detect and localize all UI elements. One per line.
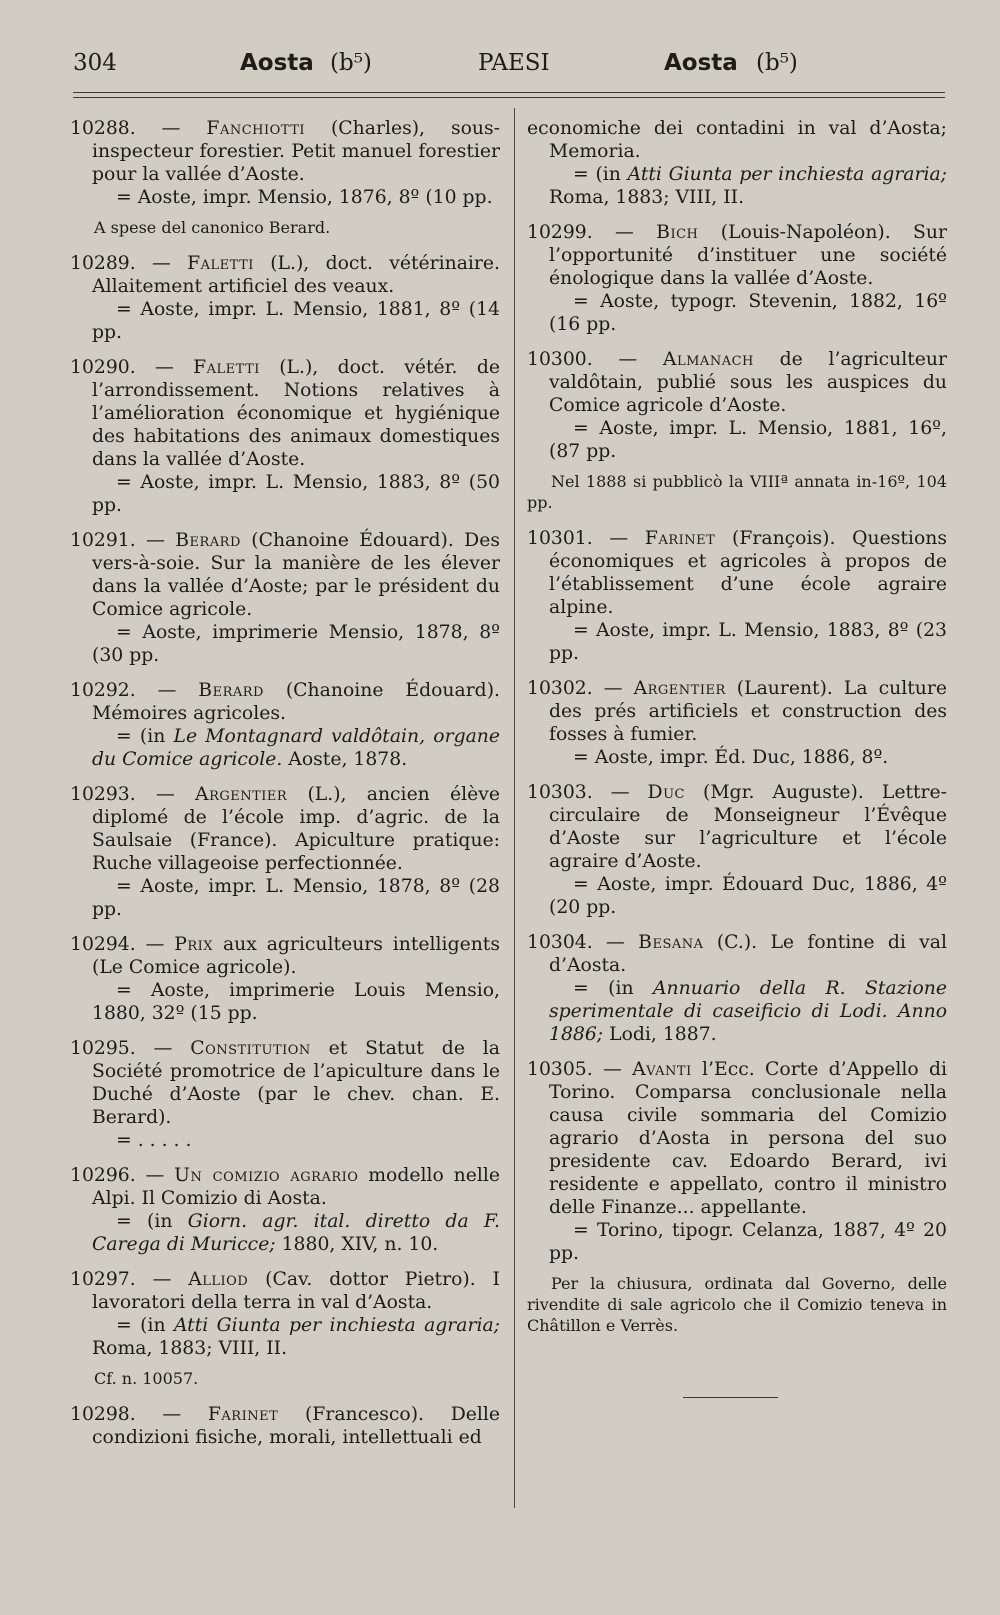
entry-publication <box>527 873 947 919</box>
header-right-title: Aosta <box>664 50 738 76</box>
entry-publication <box>527 619 947 665</box>
entry-number: 10289. <box>70 253 136 274</box>
publication-info: = Aoste, impr. L. Mensio, 1883, 8º (50 pp. <box>92 472 500 516</box>
entry-author: Argentier <box>195 784 288 805</box>
publication-info: = Aoste, imprimerie Louis Mensio, 1880, 32º (15 pp. <box>92 980 500 1024</box>
entry-number: 10296. <box>70 1165 136 1186</box>
publication-suffix: Aoste, 1878. <box>282 749 408 770</box>
entry-publication <box>70 979 500 1025</box>
entry-text: (Mgr. Auguste). Lettre-circulaire de Monseigneur l’Évêque d’Aoste sur l’agriculture et l’école agraire d’Aoste. <box>549 782 947 872</box>
entry-author: Berard <box>175 530 241 551</box>
entry-author: Farinet <box>644 528 716 549</box>
entry-text: (L.), doct. vétérinaire. Allaitement artificiel des veaux. <box>92 253 500 297</box>
header-rule-bottom <box>73 97 945 98</box>
publication-source: Annuario della R. Stazione sperimentale di caseificio di Lodi. Anno 1886; <box>549 978 947 1045</box>
entry-publication <box>527 1219 947 1265</box>
entry-author: Farinet <box>207 1404 279 1425</box>
publication-source: Atti Giunta per inchiesta agraria; <box>627 164 948 185</box>
entry-title: 10300. — Almanach de l’agriculteur valdôtain, publié sous les auspices du Comice agricole d’Aoste. <box>527 349 947 416</box>
bibliography-entry <box>70 356 500 517</box>
entry-title: 10289. — Faletti (L.), doct. vétérinaire. Allaitement artificiel des veaux. <box>70 253 500 297</box>
entry-title: 10295. — Constitution et Statut de la Société promotrice de l’apiculture dans le Duché d’Aoste (par le chev. chan. E. Berard). <box>70 1038 500 1128</box>
bibliography-entry <box>70 117 500 209</box>
entry-text: l’Ecc. Corte d’Appello di Torino. Comparsa conclusionale nella causa civile sommaria del Comizio agrario d’Aosta in persona del suo presidente cav. Edoardo Berard, ivi residente e appellato, contro il ministro delle Finanze... appellante. <box>549 1059 947 1218</box>
entry-author: Avanti <box>632 1059 692 1080</box>
entry-author: Fanchiotti <box>206 118 306 139</box>
entry-number: 10288. <box>70 118 136 139</box>
entry-text: (Louis-Napoléon). Sur l’opportunité d’instituer une société énologique dans la vallée d’Aoste. <box>549 222 947 289</box>
header-rule-top <box>73 92 945 93</box>
header-left-title: Aosta <box>240 50 314 76</box>
entry-text: (L.), ancien élève diplomé de l’école imp. d’agric. de la Saulsaie (France). Apiculture pratique: Ruche villageoise perfectionnée. <box>92 784 500 874</box>
entry-publication <box>70 1314 500 1360</box>
header-center-title: PAESI <box>478 50 550 76</box>
page-number: 304 <box>73 50 117 76</box>
entry-title: 10288. — Fanchiotti (Charles), sous-inspecteur forestier. Petit manuel forestier pour la vallée d’Aoste. <box>70 118 500 185</box>
end-rule <box>683 1397 778 1398</box>
header-left-subtitle: (b⁵) <box>330 50 372 76</box>
entry-note: A spese del canonico Berard. <box>94 218 331 237</box>
publication-info: = Torino, tipogr. Celanza, 1887, 4º 20 pp. <box>549 1220 947 1264</box>
entry-author: Besana <box>638 932 704 953</box>
bibliography-entry <box>527 348 947 463</box>
entry-author: Faletti <box>187 253 254 274</box>
entry-number: 10294. <box>70 934 136 955</box>
entry-number: 10299. <box>527 222 593 243</box>
entry-title: 10291. — Berard (Chanoine Édouard). Des vers-à-soie. Sur la manière de les élever dans la vallée d’Aoste; par le président du Comice agricole. <box>70 530 500 620</box>
entry-title: 10298. — Farinet (Francesco). Delle condizioni fisiche, morali, intellettuali ed <box>70 1404 500 1448</box>
column-divider <box>514 108 515 1508</box>
bibliography-entry <box>70 1268 500 1360</box>
entry-note: Nel 1888 si pubblicò la VIIIª annata in-16º, 104 pp. <box>527 472 947 512</box>
publication-info: = . . . . . <box>116 1130 192 1151</box>
right-column <box>527 117 947 1350</box>
entry-number: 10290. <box>70 357 136 378</box>
publication-info: = Aoste, typogr. Stevenin, 1882, 16º (16 pp. <box>549 291 947 335</box>
entry-author: Prix <box>174 934 214 955</box>
entry-number: 10302. <box>527 678 593 699</box>
bibliography-entry <box>70 679 500 771</box>
bibliography-entry <box>70 933 500 1025</box>
running-header <box>0 50 1000 90</box>
entry-text: et Statut de la Société promotrice de l’apiculture dans le Duché d’Aoste (par le chev. chan. E. Berard). <box>92 1038 500 1128</box>
entry-number: 10298. <box>70 1404 136 1425</box>
entry-title: 10305. — Avanti l’Ecc. Corte d’Appello di Torino. Comparsa conclusionale nella causa civile sommaria del Comizio agrario d’Aosta in persona del suo presidente cav. Edoardo Berard, ivi residente e appellato, contro il ministro delle Finanze... appellante. <box>527 1059 947 1218</box>
publication-source: Giorn. agr. ital. diretto da F. Carega di Muricce; <box>92 1211 500 1255</box>
publication-suffix: 1880, XIV, n. 10. <box>275 1234 439 1255</box>
entry-text: (Cav. dottor Pietro). I lavoratori della terra in val d’Aosta. <box>92 1269 500 1313</box>
publication-info: = Aoste, imprimerie Mensio, 1878, 8º (30 pp. <box>92 622 500 666</box>
entry-number: 10297. <box>70 1269 136 1290</box>
entry-author: Faletti <box>193 357 260 378</box>
left-column <box>70 117 500 1461</box>
bibliography-entry <box>527 221 947 336</box>
entry-title: 10294. — Prix aux agriculteurs intelligents (Le Comice agricole). <box>70 934 500 978</box>
entry-text: (Chanoine Édouard). Des vers-à-soie. Sur la manière de les élever dans la vallée d’Aoste; par le président du Comice agricole. <box>92 530 500 620</box>
entry-publication <box>527 290 947 336</box>
publication-suffix: Roma, 1883; VIII, II. <box>549 187 745 208</box>
bibliography-entry <box>527 1058 947 1265</box>
entry-title: 10304. — Besana (C.). Le fontine di val d’Aosta. <box>527 932 947 976</box>
entry-title: 10293. — Argentier (L.), ancien élève diplomé de l’école imp. d’agric. de la Saulsaie (France). Apiculture pratique: Ruche villageoise perfectionnée. <box>70 784 500 874</box>
bibliography-entry <box>527 677 947 769</box>
entry-number: 10304. <box>527 932 593 953</box>
publication-prefix: = (in <box>573 164 628 185</box>
entry-title: 10292. — Berard (Chanoine Édouard). Mémoires agricoles. <box>70 680 500 724</box>
entry-title: 10299. — Bich (Louis-Napoléon). Sur l’opportunité d’instituer une société énologique dans la vallée d’Aoste. <box>527 222 947 289</box>
entry-title: 10303. — Duc (Mgr. Auguste). Lettre-circulaire de Monseigneur l’Évêque d’Aoste sur l’agriculture et l’école agraire d’Aoste. <box>527 782 947 872</box>
publication-prefix: = (in <box>116 726 174 747</box>
entry-title: 10297. — Alliod (Cav. dottor Pietro). I lavoratori della terra in val d’Aosta. <box>70 1269 500 1313</box>
publication-source: Atti Giunta per inchiesta agraria; <box>173 1315 500 1336</box>
publication-info: = Aoste, impr. L. Mensio, 1883, 8º (23 pp. <box>549 620 947 664</box>
publication-info: = Aoste, impr. Mensio, 1876, 8º (10 pp. <box>116 187 493 208</box>
entry-text: (C.). Le fontine di val d’Aosta. <box>549 932 947 976</box>
entry-number: 10300. <box>527 349 593 370</box>
entry-author: Argentier <box>633 678 726 699</box>
entry-author: Un comizio agrario <box>174 1165 359 1186</box>
entry-author: Bich <box>656 222 699 243</box>
bibliography-entry <box>70 529 500 667</box>
entry-note: Per la chiusura, ordinata dal Governo, delle rivendite di sale agricolo che il Comizio teneva in Châtillon e Verrès. <box>527 1274 947 1335</box>
publication-suffix: Roma, 1883; VIII, II. <box>92 1338 288 1359</box>
entry-number: 10305. <box>527 1059 593 1080</box>
bibliography-entry <box>527 781 947 919</box>
publication-prefix: = (in <box>116 1315 174 1336</box>
publication-info: = Aoste, impr. Édouard Duc, 1886, 4º (20 pp. <box>549 874 947 918</box>
entry-title <box>527 117 947 163</box>
bibliography-entry <box>527 527 947 665</box>
entry-author: Almanach <box>662 349 754 370</box>
publication-info: = Aoste, impr. L. Mensio, 1881, 16º, (87 pp. <box>549 418 947 462</box>
publication-info: = Aoste, impr. L. Mensio, 1878, 8º (28 pp. <box>92 876 500 920</box>
bibliography-entry <box>527 117 947 209</box>
publication-prefix: = (in <box>116 1211 188 1232</box>
entry-text: modello nelle Alpi. Il Comizio di Aosta. <box>92 1165 500 1209</box>
entry-text: (Laurent). La culture des prés artificiels et construction des fosses à fumier. <box>549 678 947 745</box>
entry-publication <box>70 1210 500 1256</box>
entry-continuation: economiche dei contadini in val d’Aosta; Memoria. <box>527 118 947 162</box>
entry-author: Alliod <box>188 1269 249 1290</box>
entry-number: 10293. <box>70 784 136 805</box>
entry-publication <box>70 875 500 921</box>
entry-author: Berard <box>198 680 264 701</box>
entry-text: aux agriculteurs intelligents (Le Comice agricole). <box>92 934 500 978</box>
entry-title: 10301. — Farinet (François). Questions économiques et agricoles à propos de l’établissement d’une école agraire alpine. <box>527 528 947 618</box>
entry-publication <box>527 417 947 463</box>
entry-text: (L.), doct. vétér. de l’arrondissement. Notions relatives à l’amélioration économique et hygiénique des habitations des animaux domestiques dans la vallée d’Aoste. <box>92 357 500 470</box>
entry-title: 10290. — Faletti (L.), doct. vétér. de l’arrondissement. Notions relatives à l’amélioration économique et hygiénique des habitations des animaux domestiques dans la vallée d’Aoste. <box>70 357 500 470</box>
entry-text: (Charles), sous-inspecteur forestier. Petit manuel forestier pour la vallée d’Aoste. <box>92 118 500 185</box>
entry-publication <box>527 746 947 769</box>
bibliography-entry <box>70 1403 500 1449</box>
entry-number: 10295. <box>70 1038 136 1059</box>
publication-prefix: = (in <box>573 978 653 999</box>
entry-text: de l’agriculteur valdôtain, publié sous les auspices du Comice agricole d’Aoste. <box>549 349 947 416</box>
entry-text: (François). Questions économiques et agricoles à propos de l’établissement d’une école agraire alpine. <box>549 528 947 618</box>
entry-number: 10292. <box>70 680 136 701</box>
entry-publication <box>70 725 500 771</box>
bibliography-entry <box>70 1164 500 1256</box>
publication-info: = Aoste, impr. Éd. Duc, 1886, 8º. <box>573 747 889 768</box>
entry-publication <box>70 621 500 667</box>
entry-number: 10301. <box>527 528 593 549</box>
entry-note: Cf. n. 10057. <box>94 1369 199 1388</box>
entry-publication <box>70 298 500 344</box>
entry-text: (Chanoine Édouard). Mémoires agricoles. <box>92 680 500 724</box>
entry-text: (Francesco). Delle condizioni fisiche, morali, intellettuali ed <box>92 1404 500 1448</box>
publication-source: Le Montagnard valdôtain, organe du Comice agricole. <box>92 726 500 770</box>
bibliography-entry <box>70 1037 500 1152</box>
entry-number: 10303. <box>527 782 593 803</box>
entry-publication <box>527 163 947 209</box>
entry-title: 10302. — Argentier (Laurent). La culture des prés artificiels et construction des fosses à fumier. <box>527 678 947 745</box>
entry-publication <box>70 186 500 209</box>
header-right-subtitle: (b⁵) <box>756 50 798 76</box>
publication-info: = Aoste, impr. L. Mensio, 1881, 8º (14 pp. <box>92 299 500 343</box>
bibliography-entry <box>70 783 500 921</box>
bibliography-entry <box>527 931 947 1046</box>
entry-number: 10291. <box>70 530 136 551</box>
entry-author: Constitution <box>190 1038 311 1059</box>
entry-publication <box>70 471 500 517</box>
entry-publication <box>527 977 947 1046</box>
entry-publication <box>70 1129 500 1152</box>
publication-suffix: Lodi, 1887. <box>603 1024 717 1045</box>
bibliography-entry <box>70 252 500 344</box>
entry-author: Duc <box>647 782 685 803</box>
entry-title: 10296. — Un comizio agrario modello nelle Alpi. Il Comizio di Aosta. <box>70 1165 500 1209</box>
